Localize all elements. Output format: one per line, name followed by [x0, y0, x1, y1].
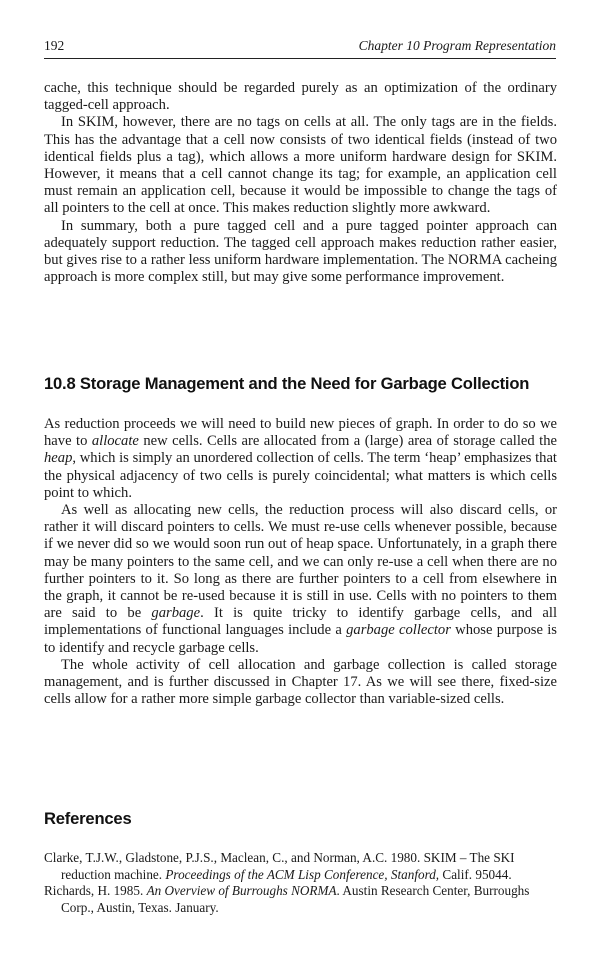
header-rule [44, 58, 556, 59]
paragraph: In summary, both a pure tagged cell and a pure tagged pointer approach can adequately support reduction. The tagged cell approach makes reduction rather easier, but gives rise to a rather less uniform hardware implementation. The NORMA cacheing approach is more complex still, but may give some performance improvement. [44, 217, 557, 286]
paragraph: The whole activity of cell allocation and garbage collection is called storage management, and is further discussed in Chapter 17. As we will see there, fixed-size cells allow for a rather more simple garbage collector than variable-sized cells. [44, 656, 557, 708]
chapter-title: Chapter 10 Program Representation [358, 38, 556, 53]
references-heading: References [44, 809, 132, 828]
reference-item: Clarke, T.J.W., Gladstone, P.J.S., Maclean, C., and Norman, A.C. 1980. SKIM – The SKI reduction machine. Proceedings of the ACM Lisp Conference, Stanford, Calif. 95044. [44, 850, 515, 882]
page-number: 192 [44, 38, 65, 53]
section-text [44, 416, 557, 708]
section-heading: 10.8 Storage Management and the Need for Garbage Collection [44, 374, 530, 393]
term-garbage: garbage [151, 605, 201, 622]
paragraph: cache, this technique should be regarded purely as an optimization of the ordinary tagged-cell approach. [44, 80, 557, 114]
reference-item: Richards, H. 1985. An Overview of Burroughs NORMA. Austin Research Center, Burroughs Corp., Austin, Texas. January. [44, 883, 530, 915]
paragraph: As reduction proceeds we will need to build new pieces of graph. In order to do so we have to allocate new cells. Cells are allocated from a (large) area of storage called the heap, which is simply an unordered collection of cells. The term ‘heap’ emphasizes that the physical adjacency of two cells is purely coincidental; what matters is which cells point to which. [44, 416, 557, 501]
paragraph: In SKIM, however, there are no tags on cells at all. The only tags are in the fields. This has the advantage that a cell now consists of two identical fields (instead of two identical fields plus a tag), which allows a more uniform hardware design for SKIM. However, it means that a cell cannot change its tag; for example, an application cell must remain an application cell, because it would be impossible to change the tags of all pointers to the cell at once. This makes reduction slightly more awkward. [44, 114, 557, 217]
intro-text [44, 80, 557, 286]
term-garbage-collector: garbage collector [346, 622, 451, 639]
term-allocate: allocate [91, 433, 139, 450]
reference-list [44, 850, 557, 916]
running-head [44, 38, 556, 54]
term-heap: heap [44, 450, 73, 467]
paragraph: As well as allocating new cells, the reduction process will also discard cells, or rather it will discard pointers to cells. We must re-use cells whenever possible, because if we never did so we would soon run out of heap space. Unfortunately, in a graph there may be many pointers to the same cell, and we can only re-use a cell when there are no further pointers to it. So long as there are further pointers to a cell from elsewhere in the graph, it cannot be re-used because it is still in use. Cells with no pointers to them are said to be garbage. It is quite tricky to identify garbage cells, and all implementations of functional languages include a garbage collector whose purpose is to identify and recycle garbage cells. [44, 502, 557, 656]
